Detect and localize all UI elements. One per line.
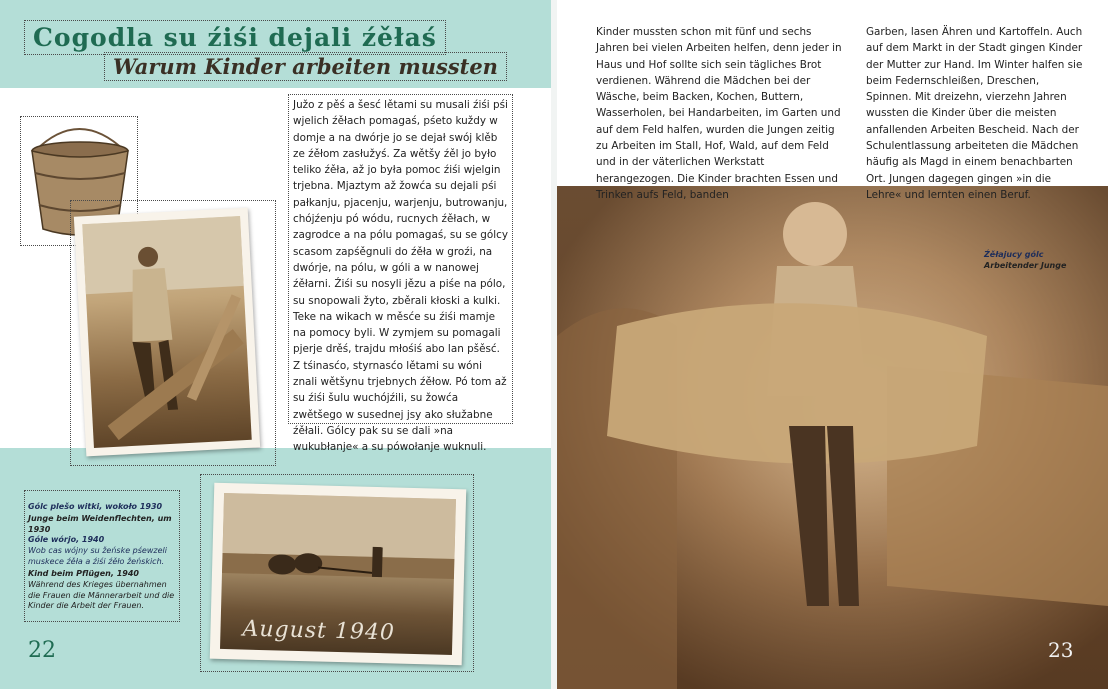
caption2-german-text: Während des Krieges übernahmen die Frauen die Männerarbeit und die Kinder die Arbeit der Frauen. (28, 580, 175, 610)
body-text-german-col2: Garben, lasen Ähren und Kartoffeln. Auch auf dem Markt in der Stadt gingen Kinder der Mutter zur Hand. Im Winter halfen sie beim Federnschleißen, Dreschen, Spinnen. Mit dreizehn, vierzehn Jahren wussten die Kinder über die meisten anfallenden Arbeiten Bescheid. Nach der Schulentlassung arbeiteten die Mädchen häufig als Magd in einem benachbarten Ort. Jungen dagegen gingen »in die Lehre« und lernten einen Beruf. (866, 26, 1083, 201)
photo-boy-weaving-willow (74, 208, 260, 457)
photo-caption-sorbian: Źěłajucy gólc (984, 250, 1044, 259)
photo2-date-stamp: August 1940 (242, 616, 396, 646)
title-sorbian: Cogodla su źiśi dejali źěłaś (24, 20, 446, 55)
caption1-sorbian: Gólc plešo witki, wokoło 1930 (28, 502, 163, 511)
photo-caption-german: Arbeitender Junge (984, 260, 1067, 270)
left-page (0, 0, 551, 689)
page-number-right: 23 (1048, 638, 1074, 662)
title-german: Warum Kinder arbeiten mussten (104, 52, 507, 81)
caption1-german: Junge beim Weidenflechten, um 1930 (28, 514, 172, 534)
body-text-sorbian: Južo z pěś a šesć lětami su musali źiśi pśi wjelich źěłach pomagaś, pśeto kuždy w domje a na dwórje jo se dejał swój klěb ze źěłom zasłužyś. Za wětšy źěl jo było teliko źěła, až jo była pomoc źiśi wjelgin trjebna. Mjaztym až žowća su dejali pśi pałkanju, pjacenju, warjenju, butrowanju, chójźenju pó wódu, rucnych źěłach, w zagrodce a na pólu pomagaś, su se gólcy scasom zapśěgnuli do źěła w groźi, na dwórje, na pólu, w góli a w nanowej źěłarni. Źiśi su nosyli jězu a piśe na pólo, su snopowali žyto, zběrali kłoski a kulki. Teke na wikach w měsće su źiśi mamje na pomocy byli. W zymjem su pomagali pjerje drěś, trajdu młośiś abo lan pšěsć. Z tśinasćo, styrnasćo lětami su wóni znali wětšynu trjebnych źěłow. Pó tom až su źiśi šulu wuchójźili, su žowća zwětšego w susednej jsy ako słužabne źěłali. Gólcy pak su se dali »na wukubłanje« a su pówołanje wuknuli. (288, 94, 513, 424)
caption2-sorbian-text: Wob cas wójny su žeńske pśewzeli muskece źěła a źiśi źěło žeńskich. (28, 546, 167, 566)
body-text-german-col1: Kinder mussten schon mit fünf und sechs Jahren bei vielen Arbeiten helfen, denn jeder in Haus und Hof sollte sich sein tägliches Brot verdienen. Während die Mädchen bei der Wäsche, beim Backen, Kochen, Buttern, Wasserholen, bei Handarbeiten, im Garten und auf dem Feld halfen, wurden die Jungen zeitig zu Arbeiten im Stall, Hof, Wald, auf dem Feld und in der väterlichen Werkstatt herangezogen. Die Kinder brachten Essen und Trinken aufs Feld, banden (596, 26, 842, 201)
caption2-sorbian-title: Góle wórjo, 1940 (28, 535, 105, 544)
photo-child-plowing (210, 483, 467, 666)
photo-caption (984, 250, 1066, 271)
caption2-german-title: Kind beim Pflügen, 1940 (28, 569, 139, 578)
page-number-left: 22 (28, 638, 56, 663)
